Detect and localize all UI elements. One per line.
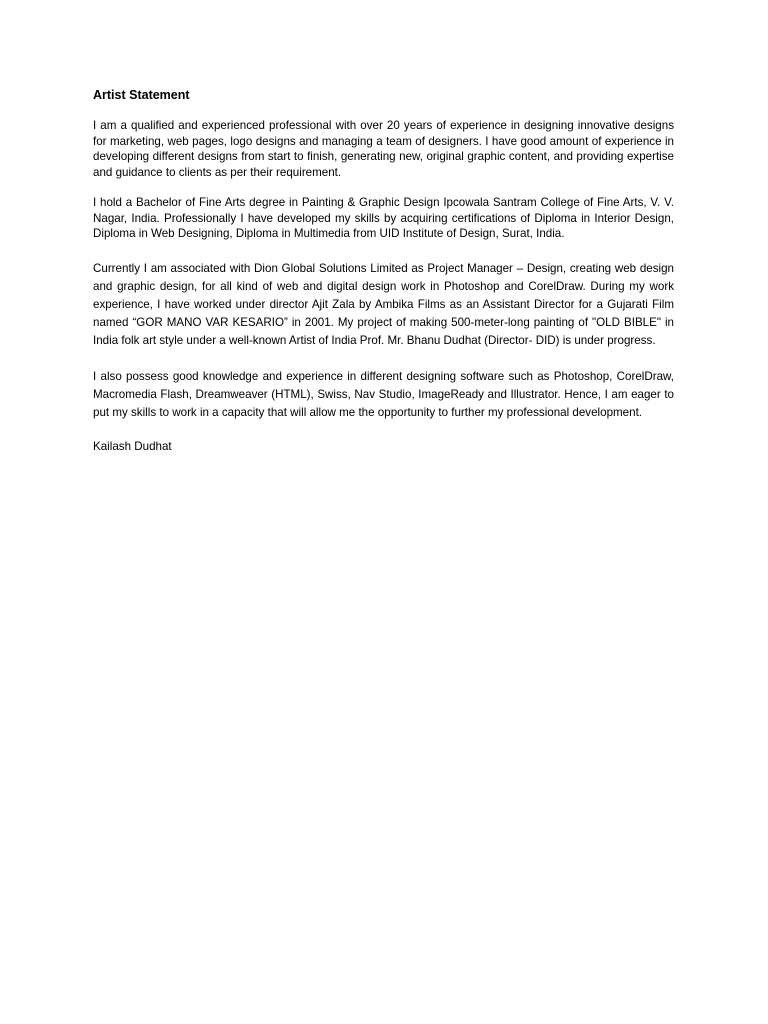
paragraph-software-skills: I also possess good knowledge and experience in different designing software such as Photoshop, CorelDraw, Macromedia Flash, Dreamweaver (HTML), Swiss, Nav Studio, ImageReady and Illustrator. Hence, I am eager to put my skills to work in a capacity that will allow me the opportunity to further my professional development. [93, 369, 674, 419]
paragraph-experience-summary: I am a qualified and experienced professional with over 20 years of experience in designing innovative designs for marketing, web pages, logo designs and managing a team of designers. I have good amount of experience in developing different designs from start to finish, generating new, original graphic content, and providing expertise and guidance to clients as per their requirement. [93, 119, 674, 179]
paragraph-current-work: Currently I am associated with Dion Global Solutions Limited as Project Manager – Design, creating web design and graphic design, for all kind of web and digital design work in Photoshop and CorelDraw. During my work experience, I have worked under director Ajit Zala by Ambika Films as an Assistant Director for a Gujarati Film named “GOR MANO VAR KESARIO” in 2001. My project of making 500-meter-long painting of "OLD BIBLE" in India folk art style under a well-known Artist of India Prof. Mr. Bhanu Dudhat (Director- DID) is under progress. [93, 261, 674, 347]
signature-name: Kailash Dudhat [93, 439, 172, 453]
document-page [93, 88, 674, 454]
document-title: Artist Statement [93, 88, 190, 102]
paragraph-education: I hold a Bachelor of Fine Arts degree in Painting & Graphic Design Ipcowala Santram College of Fine Arts, V. V. Nagar, India. Professionally I have developed my skills by acquiring certifications of Diploma in Interior Design, Diploma in Web Designing, Diploma in Multimedia from UID Institute of Design, Surat, India. [93, 196, 674, 240]
